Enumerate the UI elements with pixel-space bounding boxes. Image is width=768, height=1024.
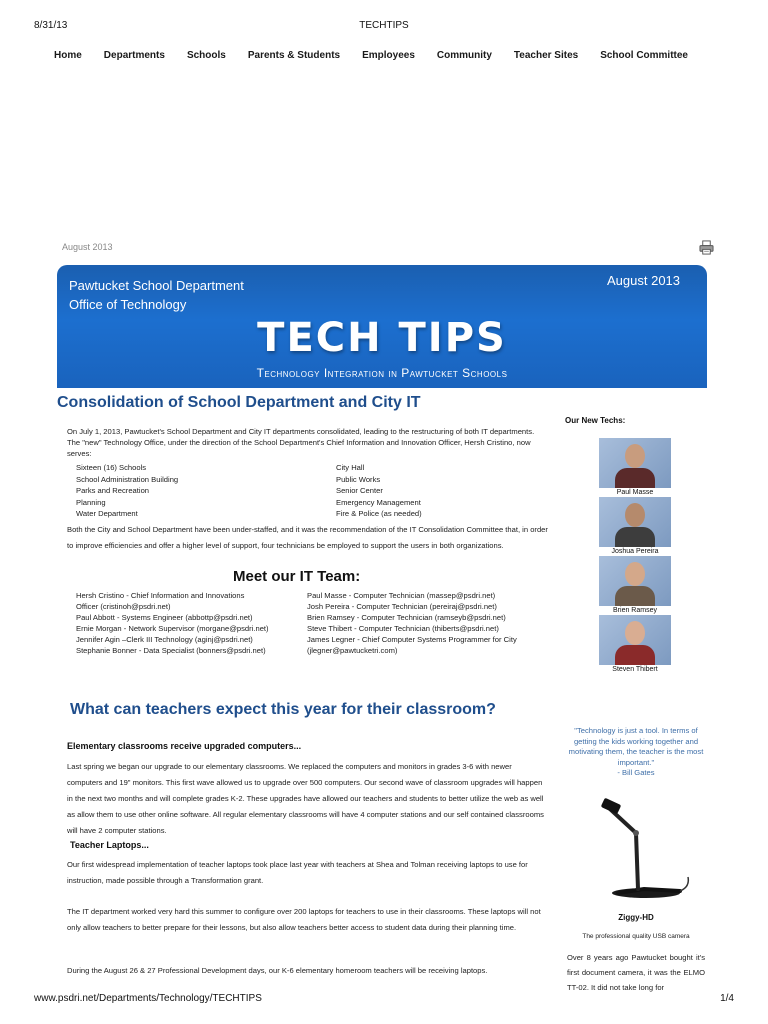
document-camera-image <box>598 793 698 903</box>
team-line: Jennifer Agin –Clerk III Technology (aginj@psdri.net) <box>76 635 253 644</box>
tech-name: Paul Masse <box>616 489 654 496</box>
team-line: Paul Masse - Computer Technician (massep@psdri.net) <box>307 591 496 600</box>
tech-photo <box>599 615 671 665</box>
newsletter-banner <box>57 265 707 388</box>
consolidation-heading: Consolidation of School Department and City IT <box>57 394 421 411</box>
serves-item: School Administration Building <box>76 474 179 484</box>
camera-text: Over 8 years ago Pawtucket bought it's first document camera, it was the ELMO TT-02. It did not take long for <box>567 953 705 992</box>
quote-text: "Technology is just a tool. In terms of getting the kids working together and motivating them, the teacher is the most important." <box>568 726 704 767</box>
camera-description: The professional quality USB camera <box>582 933 690 940</box>
banner-title: TECH TIPS <box>257 315 507 361</box>
consolidation-closing: Both the City and School Department have been under-staffed, and it was the recommendation of the IT Consolidation Committee that, in order to improve efficiencies and offer a higher level of support, four technicians be employed to support the users in both organizations. <box>67 525 548 550</box>
nav-parents-students[interactable]: Parents & Students <box>247 50 341 61</box>
quote-author: - Bill Gates <box>617 768 655 777</box>
new-techs-heading: Our New Techs: <box>565 416 626 425</box>
tech-card <box>599 497 671 555</box>
classroom-heading: What can teachers expect this year for their classroom? <box>70 701 496 718</box>
nav-home[interactable]: Home <box>54 50 82 61</box>
laptops-text-1: Our first widespread implementation of teacher laptops took place last year with teachers at Shea and Tolman receiving laptops to use for instruction, made possible through a Transformation grant. <box>67 860 528 885</box>
issue-date: August 2013 <box>62 242 113 252</box>
tech-photo <box>599 497 671 547</box>
team-line: Paul Abbott - Systems Engineer (abbottp@psdri.net) <box>76 613 253 622</box>
nav-employees[interactable]: Employees <box>362 50 415 61</box>
nav-schools[interactable]: Schools <box>186 50 226 61</box>
team-list-right <box>307 590 547 656</box>
printer-icon[interactable] <box>699 240 714 255</box>
team-line: Steve Thibert - Computer Technician (thiberts@psdri.net) <box>307 624 499 633</box>
page-url: www.psdri.net/Departments/Technology/TECHTIPS <box>34 993 262 1004</box>
nav-school-committee[interactable]: School Committee <box>600 50 688 61</box>
banner-date: August 2013 <box>607 273 681 288</box>
tech-name: Brien Ramsey <box>613 607 657 614</box>
print-header <box>0 20 768 34</box>
serves-item: Senior Center <box>336 486 383 495</box>
laptops-text-2: The IT department worked very hard this summer to configure over 200 laptops for teachers to use in their classrooms. These laptops will not only allow teachers to better prepare for their lessons, but also allow teachers better access to student data during their planning time. <box>67 907 541 932</box>
serves-item: Planning <box>76 497 106 507</box>
team-line: Stephanie Bonner - Data Specialist (bonners@psdri.net) <box>76 646 266 655</box>
serves-item: Parks and Recreation <box>76 486 150 495</box>
page-number: 1/4 <box>720 993 734 1004</box>
team-line: Ernie Morgan - Network Supervisor (morgane@psdri.net) <box>76 624 269 633</box>
tech-card <box>599 556 671 614</box>
tech-photo <box>599 556 671 606</box>
laptops-heading: Teacher Laptops... <box>70 840 149 850</box>
serves-list-right <box>336 462 556 520</box>
serves-item: Emergency Management <box>336 497 421 507</box>
serves-item: Water Department <box>76 509 138 518</box>
team-line: Josh Pereira - Computer Technician (pereiraj@psdri.net) <box>307 602 497 611</box>
tech-card <box>599 438 671 496</box>
tech-photo <box>599 438 671 488</box>
laptops-text-3: During the August 26 & 27 Professional Development days, our K-6 elementary homeroom teachers will be receiving laptops. <box>67 966 488 975</box>
quote-block <box>567 726 705 779</box>
tech-name: Joshua Pereira <box>611 548 659 555</box>
elementary-heading: Elementary classrooms receive upgraded computers... <box>67 741 302 751</box>
main-nav <box>54 50 710 61</box>
serves-item: Sixteen (16) Schools <box>76 463 147 472</box>
banner-dept-line1: Pawtucket School Department <box>69 278 244 293</box>
tech-card <box>599 615 671 673</box>
nav-teacher-sites[interactable]: Teacher Sites <box>513 50 579 61</box>
banner-subtitle: Technology Integration in Pawtucket Schools <box>256 366 508 380</box>
team-line: James Legner - Chief Computer Systems Programmer for City <box>307 635 517 644</box>
elementary-text: Last spring we began our upgrade to our elementary classrooms. We replaced the computers and monitors in grades 3-6 with newer computers and 19" monitors. This first wave allowed us to upgrade over 500 computers. Our second wave of classroom upgrades will happen in the next two months and will complete grades K-2. These upgrades have allowed our teachers and students to better utilize the web as well as allow them to use other online software. All regular elementary classrooms will have 4 computer stations and our self contained classrooms will have 2 computer stations. <box>67 762 544 835</box>
nav-community[interactable]: Community <box>436 50 492 61</box>
team-line: Hersh Cristino - Chief Information and Innovations <box>76 591 245 600</box>
print-title: TECHTIPS <box>359 20 409 31</box>
nav-departments[interactable]: Departments <box>103 50 165 61</box>
team-line: Brien Ramsey - Computer Technician (ramseyb@psdri.net) <box>307 613 506 622</box>
tech-name: Steven Thibert <box>612 666 658 673</box>
serves-item: Public Works <box>336 474 381 484</box>
print-date: 8/31/13 <box>34 20 68 31</box>
camera-name: Ziggy-HD <box>618 913 654 922</box>
team-line: (jlegner@pawtucketri.com) <box>307 646 398 655</box>
serves-list-left <box>76 462 316 520</box>
serves-item: City Hall <box>336 463 365 472</box>
team-list-left <box>76 590 306 656</box>
print-footer <box>0 993 768 1007</box>
team-heading: Meet our IT Team: <box>233 568 361 585</box>
consolidation-intro: On July 1, 2013, Pawtucket's School Department and City IT departments consolidated, leading to the restructuring of both IT departments. The "new" Technology Office, under the direction of the School Department's Chief Information and Innovation Officer, Hersh Cristino, now serves: <box>67 427 535 458</box>
banner-dept-line2: Office of Technology <box>69 297 187 312</box>
serves-item: Fire & Police (as needed) <box>336 509 422 518</box>
team-line: Officer (cristinoh@psdri.net) <box>76 602 171 611</box>
